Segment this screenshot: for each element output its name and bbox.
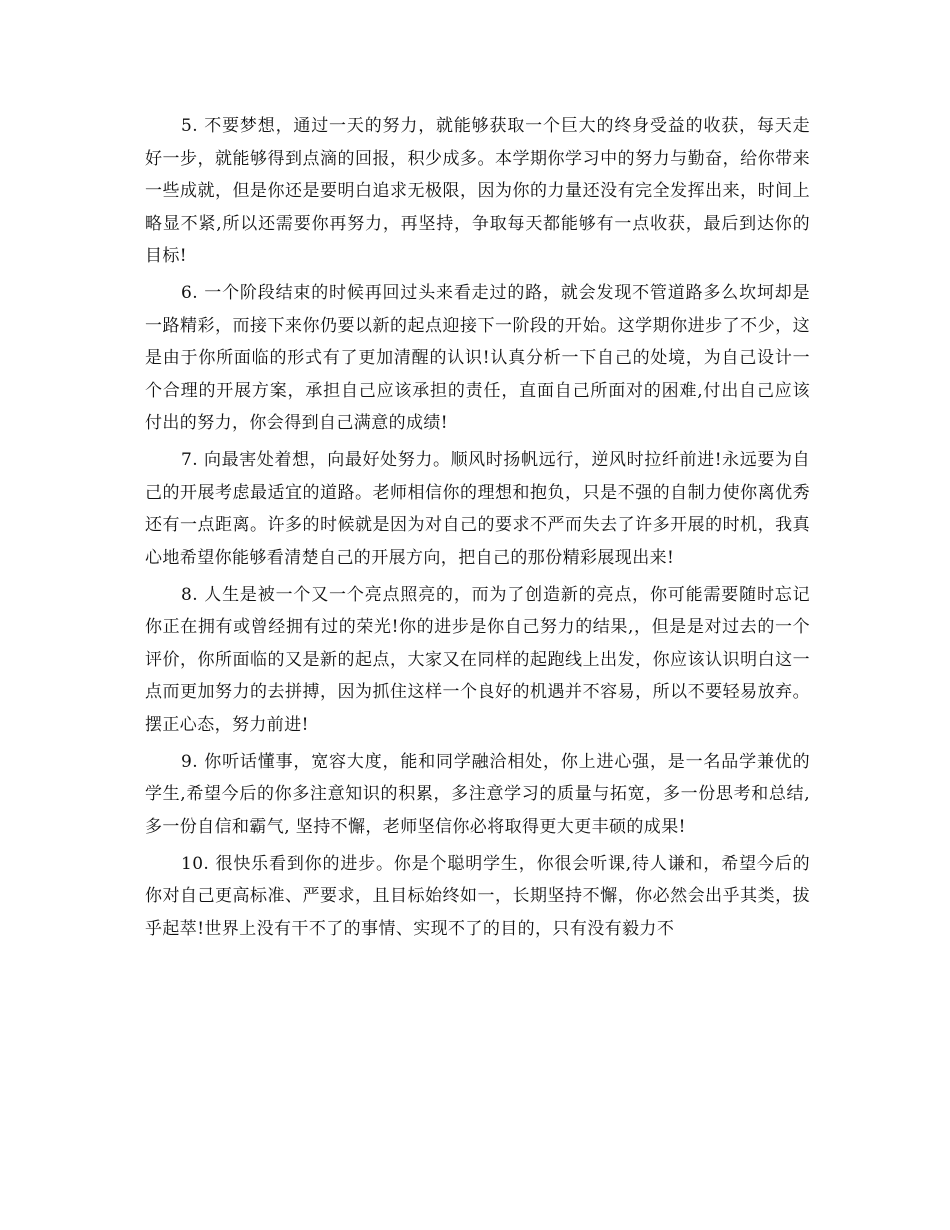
paragraph-7: 7. 向最害处着想，向最好处努力。顺风时扬帆远行，逆风时拉纤前进!永远要为自己的开展考虑最适宜的道路。老师相信你的理想和抱负，只是不强的自制力使你离优秀还有一点距离。许多的时候就是因为对自己的要求不严而失去了许多开展的时机，我真心地希望你能够看清楚自己的开展方向，把自己的那份精彩展现出来!	[145, 450, 810, 568]
document-body	[145, 110, 810, 950]
paragraph-6: 6. 一个阶段结束的时候再回过头来看走过的路，就会发现不管道路多么坎坷却是一路精彩，而接下来你仍要以新的起点迎接下一阶段的开始。这学期你进步了不少，这是由于你所面临的形式有了更加清醒的认识!认真分析一下自己的处境，为自己设计一个合理的开展方案，承担自己应该承担的责任，直面自己所面对的困难,付出自己应该付出的努力，你会得到自己满意的成绩!	[145, 283, 810, 433]
paragraph-9: 9. 你听话懂事，宽容大度，能和同学融洽相处，你上进心强，是一名品学兼优的学生,希望今后的你多注意知识的积累，多注意学习的质量与拓宽，多一份思考和总结,多一份自信和霸气, 坚持不懈，老师坚信你必将取得更大更丰硕的成果!	[145, 751, 810, 837]
paragraph-5: 5. 不要梦想，通过一天的努力，就能够获取一个巨大的终身受益的收获，每天走好一步，就能够得到点滴的回报，积少成多。本学期你学习中的努力与勤奋，给你带来一些成就，但是你还是要明白追求无极限，因为你的力量还没有完全发挥出来，时间上略显不紧,所以还需要你再努力，再坚持，争取每天都能够有一点收获，最后到达你的目标!	[145, 116, 810, 266]
paragraph-10: 10. 很快乐看到你的进步。你是个聪明学生，你很会听课,待人谦和，希望今后的你对自己更高标准、严要求，且目标始终如一，长期坚持不懈，你必然会出乎其类，拔乎起萃!世界上没有干不了的事情、实现不了的目的，只有没有毅力不	[145, 853, 810, 939]
paragraph-8: 8. 人生是被一个又一个亮点照亮的，而为了创造新的亮点，你可能需要随时忘记你正在拥有或曾经拥有过的荣光!你的进步是你自己努力的结果,，但是是对过去的一个评价，你所面临的又是新的起点，大家又在同样的起跑线上出发，你应该认识明白这一点而更加努力的去拼搏，因为抓住这样一个良好的机遇并不容易，所以不要轻易放弃。摆正心态，努力前进!	[145, 584, 810, 735]
